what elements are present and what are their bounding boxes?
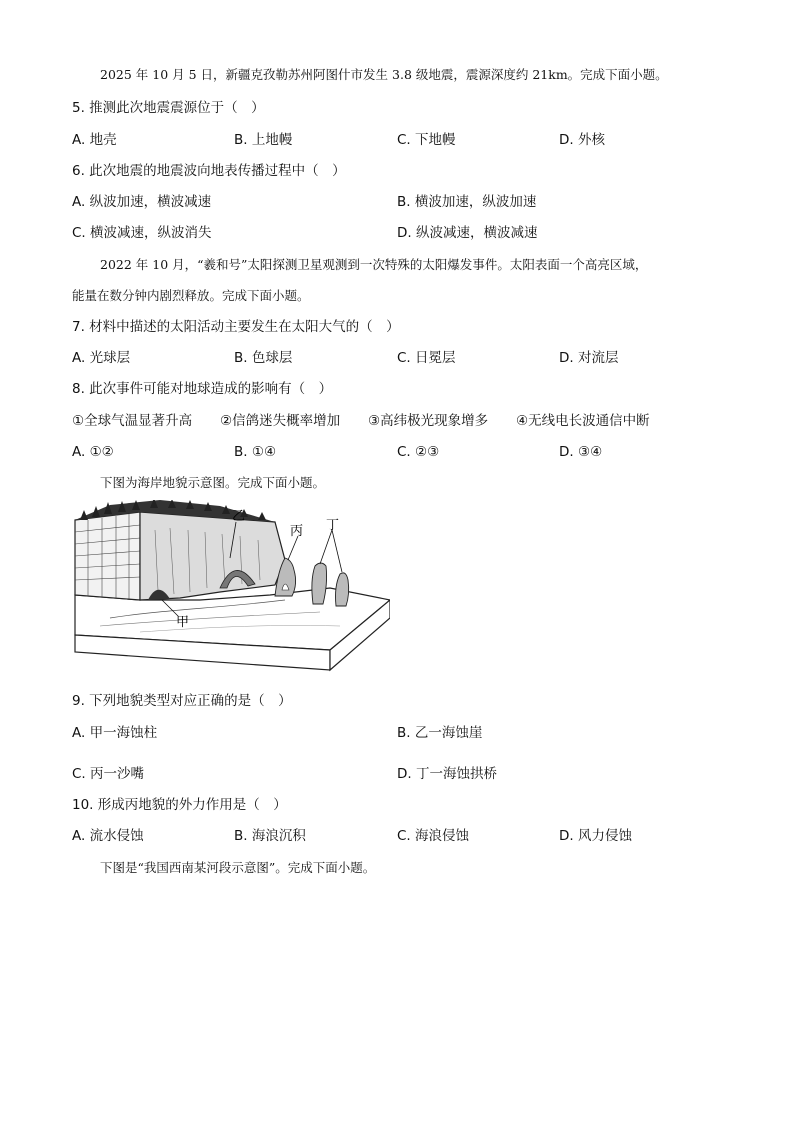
label-jia: 甲 — [176, 615, 190, 630]
q9-option-d[interactable]: D. 丁一海蚀拱桥 — [397, 766, 497, 782]
material-intro-earthquake: 2025 年 10 月 5 日，新疆克孜勒苏州阿图什市发生 3.8 级地震，震源深度约 21km。完成下面小题。 — [100, 67, 668, 82]
coastal-landform-diagram — [70, 500, 390, 680]
q10-option-c[interactable]: C. 海浪侵蚀 — [397, 828, 470, 844]
question-9-stem: 9. 下列地貌类型对应正确的是（ ） — [72, 693, 292, 709]
q7-option-d[interactable]: D. 对流层 — [559, 350, 619, 366]
label-bing: 丙 — [290, 524, 304, 539]
question-8-stem: 8. 此次事件可能对地球造成的影响有（ ） — [72, 381, 333, 397]
q7-option-b[interactable]: B. 色球层 — [234, 350, 293, 366]
question-5-stem: 5. 推测此次地震震源位于（ ） — [72, 100, 265, 116]
q9-option-c[interactable]: C. 丙一沙嘴 — [72, 766, 145, 782]
q7-option-a[interactable]: A. 光球层 — [72, 350, 131, 366]
question-6-stem: 6. 此次地震的地震波向地表传播过程中（ ） — [72, 163, 346, 179]
q8-item-1: ①全球气温显著升高 — [72, 413, 193, 429]
question-10-stem: 10. 形成丙地貌的外力作用是（ ） — [72, 797, 287, 813]
q8-option-c[interactable]: C. ②③ — [397, 444, 440, 460]
q6-option-c[interactable]: C. 横波减速，纵波消失 — [72, 225, 212, 241]
material-intro-coast: 下图为海岸地貌示意图。完成下面小题。 — [100, 475, 326, 490]
q6-option-d[interactable]: D. 纵波减速，横波减速 — [397, 225, 538, 241]
question-7-stem: 7. 材料中描述的太阳活动主要发生在太阳大气的（ ） — [72, 319, 400, 335]
material-intro-river: 下图是“我国西南某河段示意图”。完成下面小题。 — [100, 860, 376, 875]
q8-option-b[interactable]: B. ①④ — [234, 444, 277, 460]
material-intro-solar-line1: 2022 年 10 月，“羲和号”太阳探测卫星观测到一次特殊的太阳爆发事件。太阳表面一个高亮区域， — [100, 257, 648, 272]
q5-option-c[interactable]: C. 下地幔 — [397, 132, 456, 148]
q8-item-2: ②信鸽迷失概率增加 — [220, 413, 341, 429]
q6-option-b[interactable]: B. 横波加速，纵波加速 — [397, 194, 537, 210]
material-intro-solar-line2: 能量在数分钟内剧烈释放。完成下面小题。 — [72, 288, 310, 303]
label-yi: 乙 — [232, 509, 246, 524]
q8-option-d[interactable]: D. ③④ — [559, 444, 603, 460]
q5-option-b[interactable]: B. 上地幔 — [234, 132, 293, 148]
q8-item-3: ③高纬极光现象增多 — [368, 413, 489, 429]
q5-option-d[interactable]: D. 外核 — [559, 132, 605, 148]
q9-option-a[interactable]: A. 甲一海蚀柱 — [72, 725, 158, 741]
q5-option-a[interactable]: A. 地壳 — [72, 132, 117, 148]
q10-option-b[interactable]: B. 海浪沉积 — [234, 828, 306, 844]
q10-option-d[interactable]: D. 风力侵蚀 — [559, 828, 632, 844]
q10-option-a[interactable]: A. 流水侵蚀 — [72, 828, 144, 844]
label-ding: 丁 — [326, 518, 340, 533]
q8-item-4: ④无线电长波通信中断 — [516, 413, 650, 429]
q7-option-c[interactable]: C. 日冕层 — [397, 350, 456, 366]
q6-option-a[interactable]: A. 纵波加速，横波减速 — [72, 194, 212, 210]
q8-option-a[interactable]: A. ①② — [72, 444, 114, 460]
q9-option-b[interactable]: B. 乙一海蚀崖 — [397, 725, 483, 741]
